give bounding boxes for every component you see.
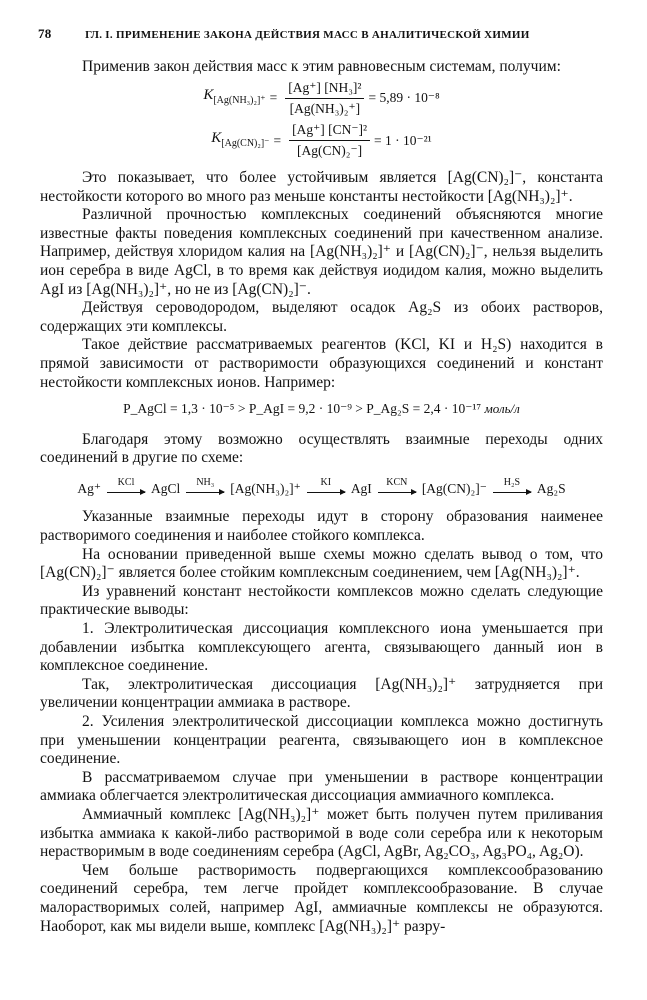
reaction-arrow [493,474,531,499]
paragraph: В рассматриваемом случае при уменьшении в растворе концентрации аммиака облегчается электролитическая диссоциация аммиачного комплекса. [40,768,603,805]
reaction-arrow [107,474,145,499]
reaction-arrow [186,474,224,499]
constant-value: = 1 · 10⁻²¹ [374,132,432,148]
equation-k-cyanide: $K_{[Ag(CN)_2]^-}$ = $\frac{\text{[Ag⁺] [CN⁻]²}}{\text{[Ag(CN)₂⁻]}}$ = 1 · 10⁻²¹ [40,121,603,161]
reagent: KCN [386,476,408,488]
species: Ag₂S [536,480,566,496]
paragraph: Действуя сероводородом, выделяют осадок Ag₂S из обоих растворов, содержащих эти комплексы. [40,299,603,335]
reagent: KI [320,476,332,488]
paragraph: 2. Усиления электролитической диссоциации комплекса можно достигнуть при уменьшении концентрации реагента, связывающего ион в комплексное соединение. [40,713,603,768]
species: [Ag(CN)₂]⁻ [421,480,487,496]
paragraph: Такое действие рассматриваемых реагентов (KCl, KI и H₂S) находится в прямой зависимости от растворимости образующихся соединений и констант нестойкости комплексных ионов. Например: [40,336,603,391]
paragraph: Из уравнений констант нестойкости комплексов можно сделать следующие практические выводы: [40,582,603,619]
intro-paragraph: Применив закон действия масс к этим равновесным системам, получим: [82,58,561,75]
paragraph: Благодаря этому возможно осуществлять взаимные переходы одних соединений в другие по схеме: [40,430,603,467]
transformation-scheme [40,474,603,499]
fraction [289,121,370,161]
page-number: 78 [38,26,52,41]
numerator: [Ag⁺] [NH₃]² [285,79,364,100]
numerator: [Ag⁺] [CN⁻]² [289,121,370,142]
constant-value: = 5,89 · 10⁻⁸ [368,90,440,106]
paragraph: Аммиачный комплекс [Ag(NH₃)₂]⁺ может быть получен путем приливания избытка аммиака к какой-либо растворимой в воде соли серебра или к некоторым нерастворимым в воде соединениям серебра (AgCl, AgBr, Ag₂CO₃, Ag₃PO₄, Ag₂O). [40,805,603,861]
reagent: KCl [117,476,135,488]
paragraph: Указанные взаимные переходы идут в сторону образования наименее растворимого соединения и наиболее стойкого комплекса. [40,508,603,545]
page-header [38,26,611,42]
k-label: $K_{[Ag(NH_3)_2]^+}$ [203,87,266,107]
page-body [40,58,603,936]
reagent: H₂S [503,476,521,488]
species: [Ag(NH₃)₂]⁺ [230,480,301,496]
species: AgCl [151,480,181,496]
reaction-arrow [307,474,345,499]
solubility-comparison [40,400,603,419]
reaction-arrow [378,474,416,499]
solubility-unit: моль/л [484,401,520,417]
solubility-line: P_AgCl = 1,3 · 10⁻⁵ > P_AgI = 9,2 · 10⁻⁹ > P_Ag₂S = 2,4 · 10⁻¹⁷ [123,401,482,417]
denominator: [Ag(NH₃)₂⁺] [289,101,361,117]
reagent: NH₃ [196,476,215,488]
fraction [285,79,364,119]
paragraph: На основании приведенной выше схемы можно сделать вывод о том, что [Ag(CN)₂]⁻ является более стойким комплексным соединением, чем [Ag(NH₃)₂]⁺. [40,545,603,582]
k-label: $K_{[Ag(CN)_2]^-}$ [211,129,270,149]
denominator: [Ag(CN)₂⁻] [297,143,363,159]
species: Ag⁺ [77,480,102,496]
running-title: ГЛ. I. ПРИМЕНЕНИЕ ЗАКОНА ДЕЙСТВИЯ МАСС В АНАЛИТИЧЕСКОЙ ХИМИИ [85,29,530,41]
paragraph: 1. Электролитическая диссоциация комплексного иона уменьшается при добавлении избытка комплексующего агента, связывающего данный ион в комплексное соединение. [40,620,603,675]
paragraph: Различной прочностью комплексных соединений объясняются многие известные факты поведения комплексных соединений при качественном анализе. Например, действуя хлоридом калия на [Ag(NH₃)₂]⁺ и [Ag(CN)₂]⁻, нельзя выделить ион серебра в виде AgCl, в то время как действуя иодидом калия, можно выделить AgI из [Ag(NH₃)₂]⁺, но не из [Ag(CN)₂]⁻. [40,206,603,298]
species: AgI [350,480,372,496]
paragraph: Это показывает, что более устойчивым является [Ag(CN)₂]⁻, константа нестойкости которого во много раз меньше константы нестойкости [Ag(NH₃)₂]⁺. [40,168,603,205]
paragraph: Так, электролитическая диссоциация [Ag(NH₃)₂]⁺ затрудняется при увеличении концентрации аммиака в растворе. [40,675,603,712]
equation-k-ammine: $K_{[Ag(NH_3)_2]^+}$ = $\frac{\text{[Ag⁺] [NH₃]²}}{\text{[Ag(NH₃)₂⁺]}}$ = 5,89 · 10⁻⁸ [40,79,603,119]
paragraph: Чем больше растворимость подвергающихся комплексообразованию соединений серебра, тем легче пройдет комплексообразование. В случае малорастворимых солей, например AgI, аммиачные комплексы не образуются. Наоборот, как мы видели выше, комплекс [Ag(NH₃)₂]⁺ разру- [40,861,603,935]
